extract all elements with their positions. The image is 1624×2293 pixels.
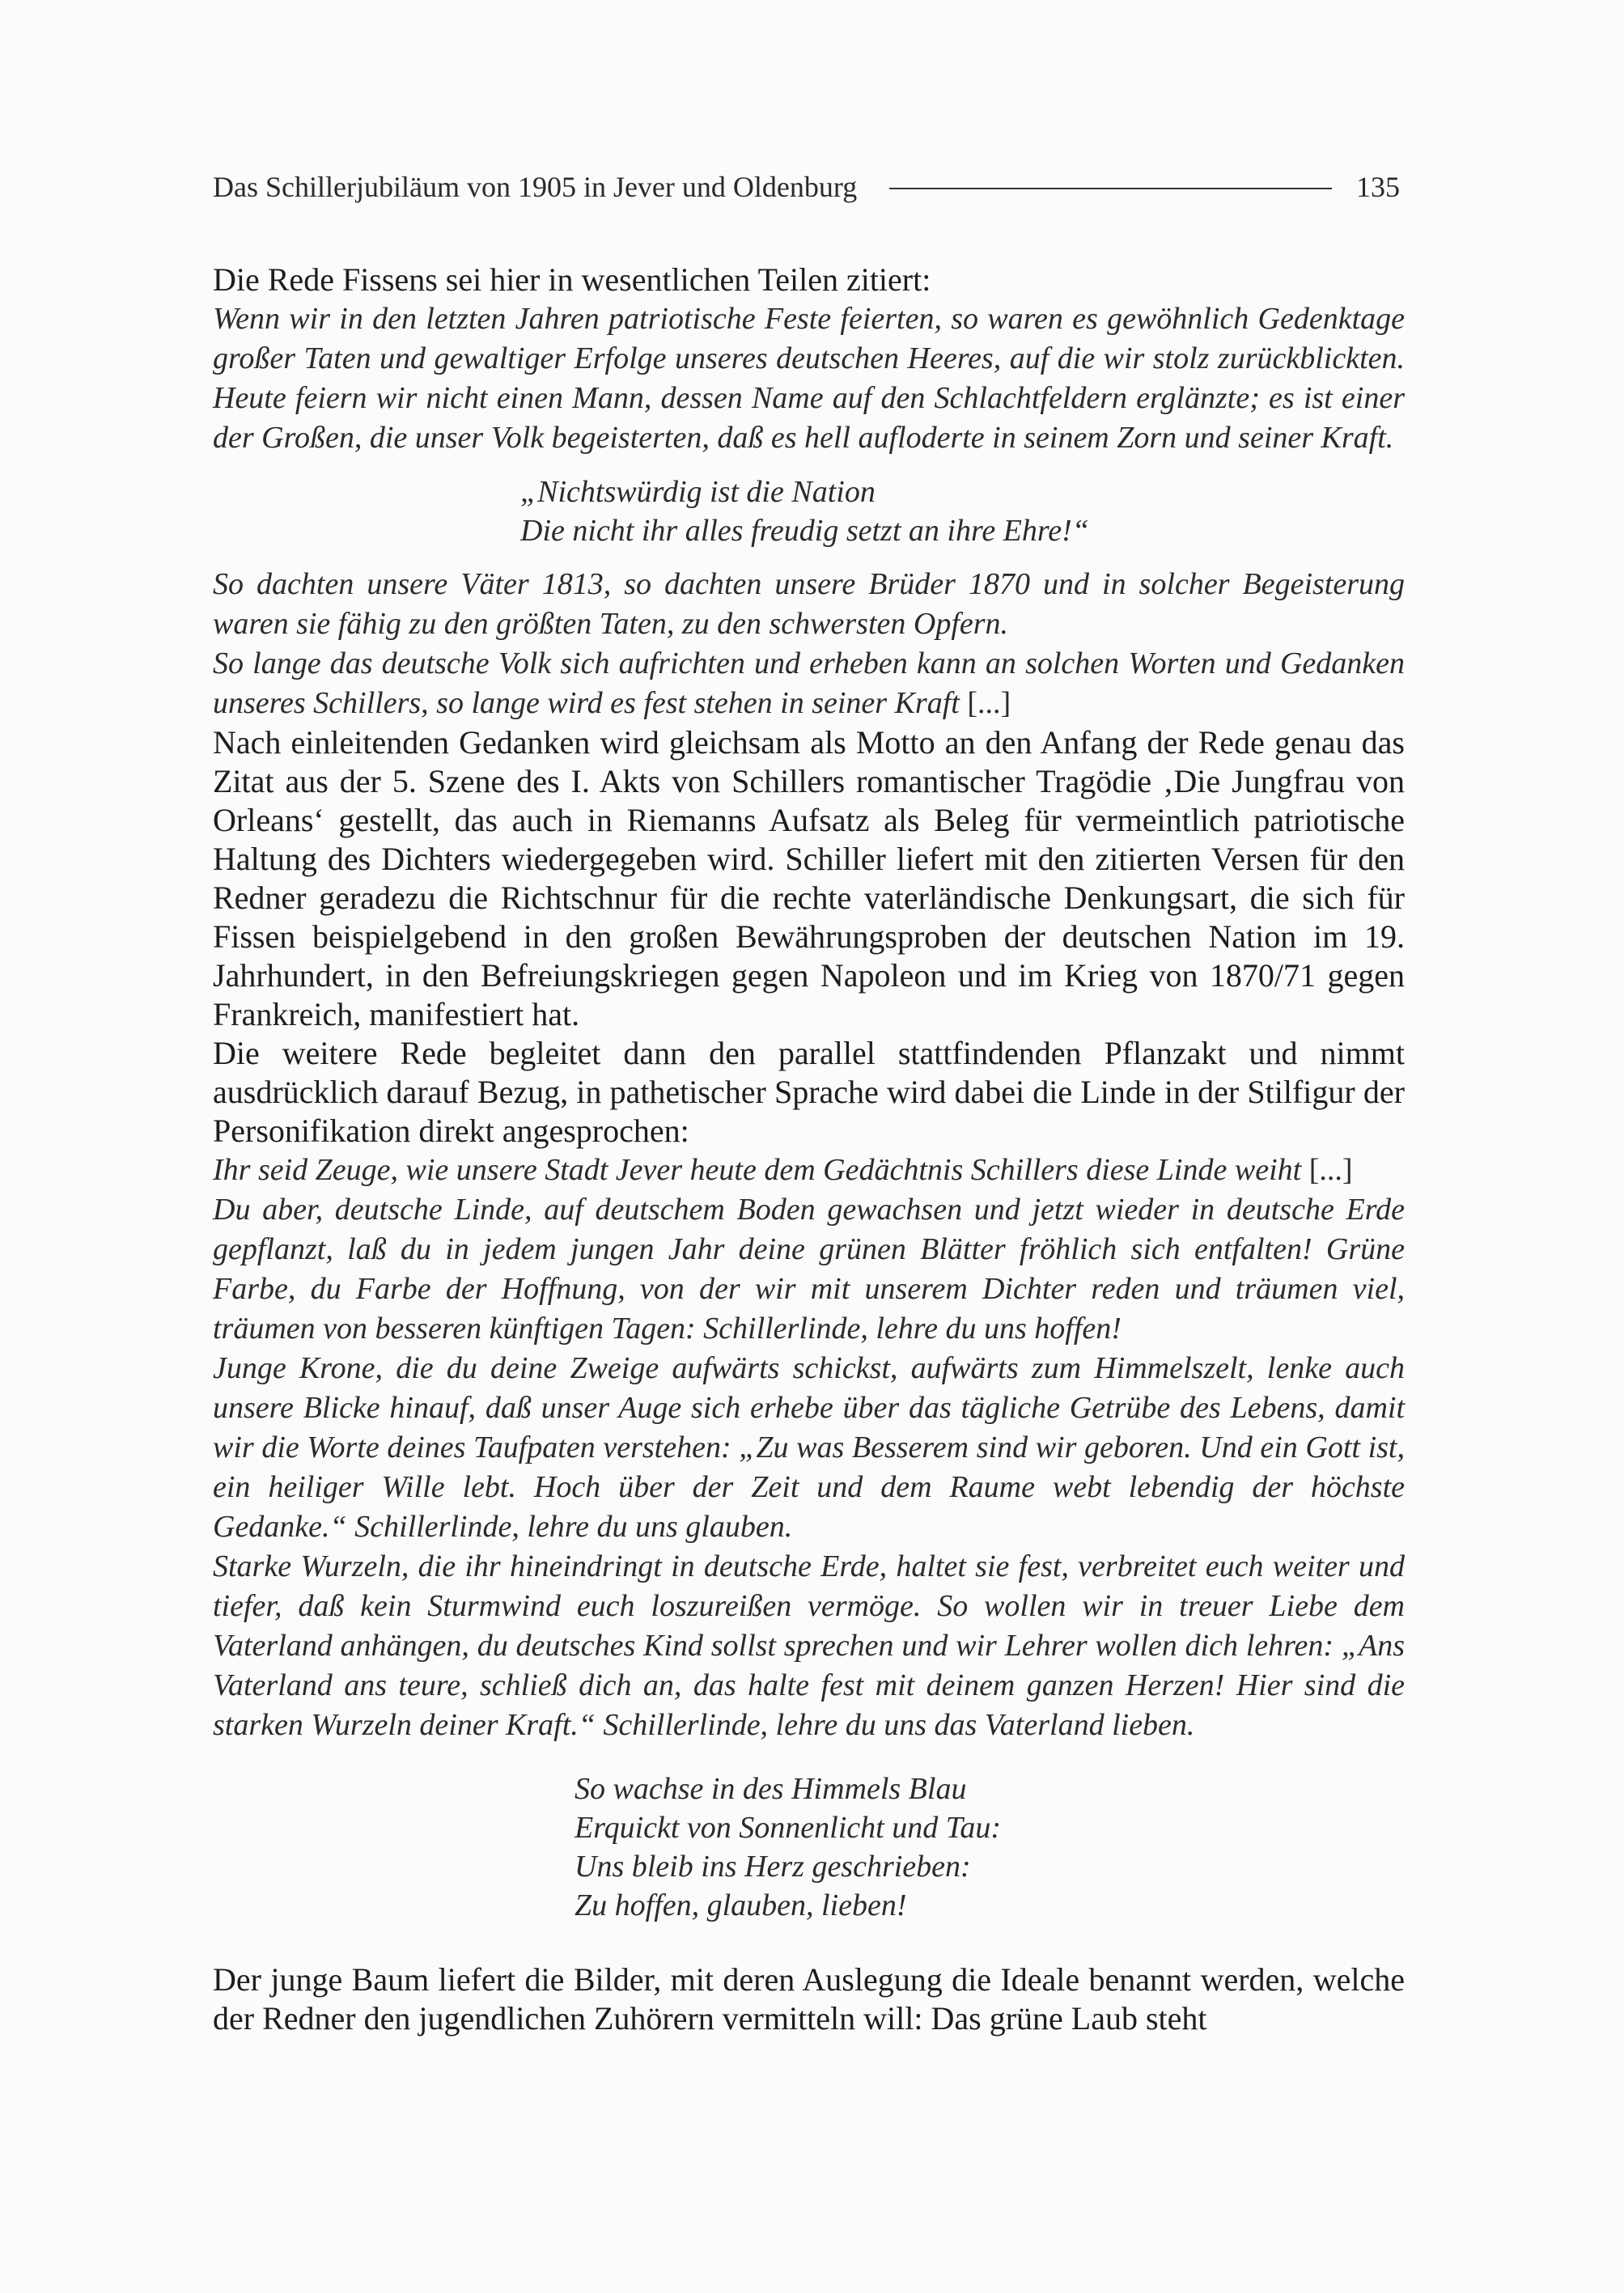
running-title: Das Schillerjubiläum von 1905 in Jever und Oldenburg (213, 171, 858, 203)
body-paragraph-2: Die weitere Rede begleitet dann den parallel stattfindenden Pflanzakt und nimmt ausdrücklich darauf Bezug, in pathetischer Sprache wird dabei die Linde in der Stilfigur der Personifikation direkt angesprochen: (213, 1035, 1405, 1149)
body-text (213, 261, 1405, 2038)
speech-quote-3-text: So lange das deutsche Volk sich aufrichten und erheben kann an solchen Worten und Gedanken unseres Schillers, so lange wird es fest stehen in seiner Kraft (213, 646, 1405, 720)
running-head (213, 166, 1400, 208)
verse-line: Uns bleib ins Herz geschrieben: (575, 1850, 971, 1884)
ellipsis: [...] (1301, 1153, 1353, 1187)
speech-quote-3 (213, 644, 1405, 723)
speech-quote-7: Starke Wurzeln, die ihr hineindringt in deutsche Erde, haltet sie fest, verbreitet euch weiter und tiefer, daß kein Sturmwind euch loszureißen vermöge. So wollen wir in treuer Liebe dem Vaterland anhängen, du deutsches Kind sollst sprechen und wir Lehrer wollen dich lehren: „Ans Vaterland ans teure, schließ dich an, das halte fest mit deinem ganzen Herzen! Hier sind die starken Wurzeln deiner Kraft.“ Schillerlinde, lehre du uns das Vaterland lieben. (213, 1549, 1405, 1742)
verse-block-2 (213, 1770, 1405, 1925)
verse-line: Die nicht ihr alles freudig setzt an ihre Ehre!“ (520, 514, 1089, 548)
verse-line: „Nichtswürdig ist die Nation (520, 475, 876, 509)
speech-quote-2: So dachten unsere Väter 1813, so dachten unsere Brüder 1870 und in solcher Begeisterung waren sie fähig zu den größten Taten, zu den schwersten Opfern. (213, 567, 1405, 641)
verse-block-1 (213, 473, 1405, 550)
speech-quote-1: Wenn wir in den letzten Jahren patriotische Feste feierten, so waren es gewöhnlich Gedenktage großer Taten und gewaltiger Erfolge unseres deutschen Heeres, auf die wir stolz zurückblickten. Heute feiern wir nicht einen Mann, dessen Name auf den Schlachtfeldern erglänzte; es ist einer der Großen, die unser Volk begeisterten, daß es hell aufloderte in seinem Zorn und seiner Kraft. (213, 302, 1405, 455)
speech-quote-4 (213, 1151, 1405, 1190)
page-number: 135 (1356, 171, 1400, 203)
verse-line: Zu hoffen, glauben, lieben! (575, 1888, 907, 1922)
header-rule (889, 188, 1332, 189)
verse-line: So wachse in des Himmels Blau (575, 1772, 967, 1806)
speech-quote-6: Junge Krone, die du deine Zweige aufwärts schickst, aufwärts zum Himmelszelt, lenke auch unsere Blicke hinauf, daß unser Auge sich erhebe über das tägliche Getrübe des Lebens, damit wir die Worte deines Taufpaten verstehen: „Zu was Besserem sind wir geboren. Und ein Gott ist, ein heiliger Wille lebt. Hoch über der Zeit und dem Raume webt lebendig der höchste Gedanke.“ Schillerlinde, lehre du uns glauben. (213, 1351, 1405, 1544)
verse-line: Erquickt von Sonnenlicht und Tau: (575, 1811, 1002, 1845)
speech-quote-5: Du aber, deutsche Linde, auf deutschem Boden gewachsen und jetzt wieder in deutsche Erde gepflanzt, laß du in jedem jungen Jahr deine grünen Blätter fröhlich sich entfalten! Grüne Farbe, du Farbe der Hoffnung, von der wir mit unserem Dichter reden und träumen viel, träumen von besseren künftigen Tagen: Schillerlinde, lehre du uns hoffen! (213, 1193, 1405, 1346)
intro-paragraph: Die Rede Fissens sei hier in wesentlichen Teilen zitiert: (213, 261, 931, 298)
body-paragraph-3: Der junge Baum liefert die Bilder, mit deren Auslegung die Ideale benannt werden, welche der Redner den jugendlichen Zuhörern vermitteln will: Das grüne Laub steht (213, 1961, 1405, 2037)
speech-quote-4-text: Ihr seid Zeuge, wie unsere Stadt Jever heute dem Gedächtnis Schillers diese Linde weiht (213, 1153, 1302, 1187)
ellipsis: [...] (959, 686, 1011, 720)
body-paragraph-1: Nach einleitenden Gedanken wird gleichsam als Motto an den Anfang der Rede genau das Zitat aus der 5. Szene des I. Akts von Schillers romantischer Tragödie ‚Die Jungfrau von Orleans‘ gestellt, das auch in Riemanns Aufsatz als Beleg für vermeintlich patriotische Haltung des Dichters wiedergegeben wird. Schiller liefert mit den zitierten Versen für den Redner geradezu die Richtschnur für die rechte vaterländische Denkungsart, die sich für Fissen beispielgebend in den großen Bewährungsproben der deutschen Nation im 19. Jahrhundert, in den Befreiungskriegen gegen Napoleon und im Krieg von 1870/71 gegen Frankreich, manifestiert hat. (213, 724, 1405, 1032)
